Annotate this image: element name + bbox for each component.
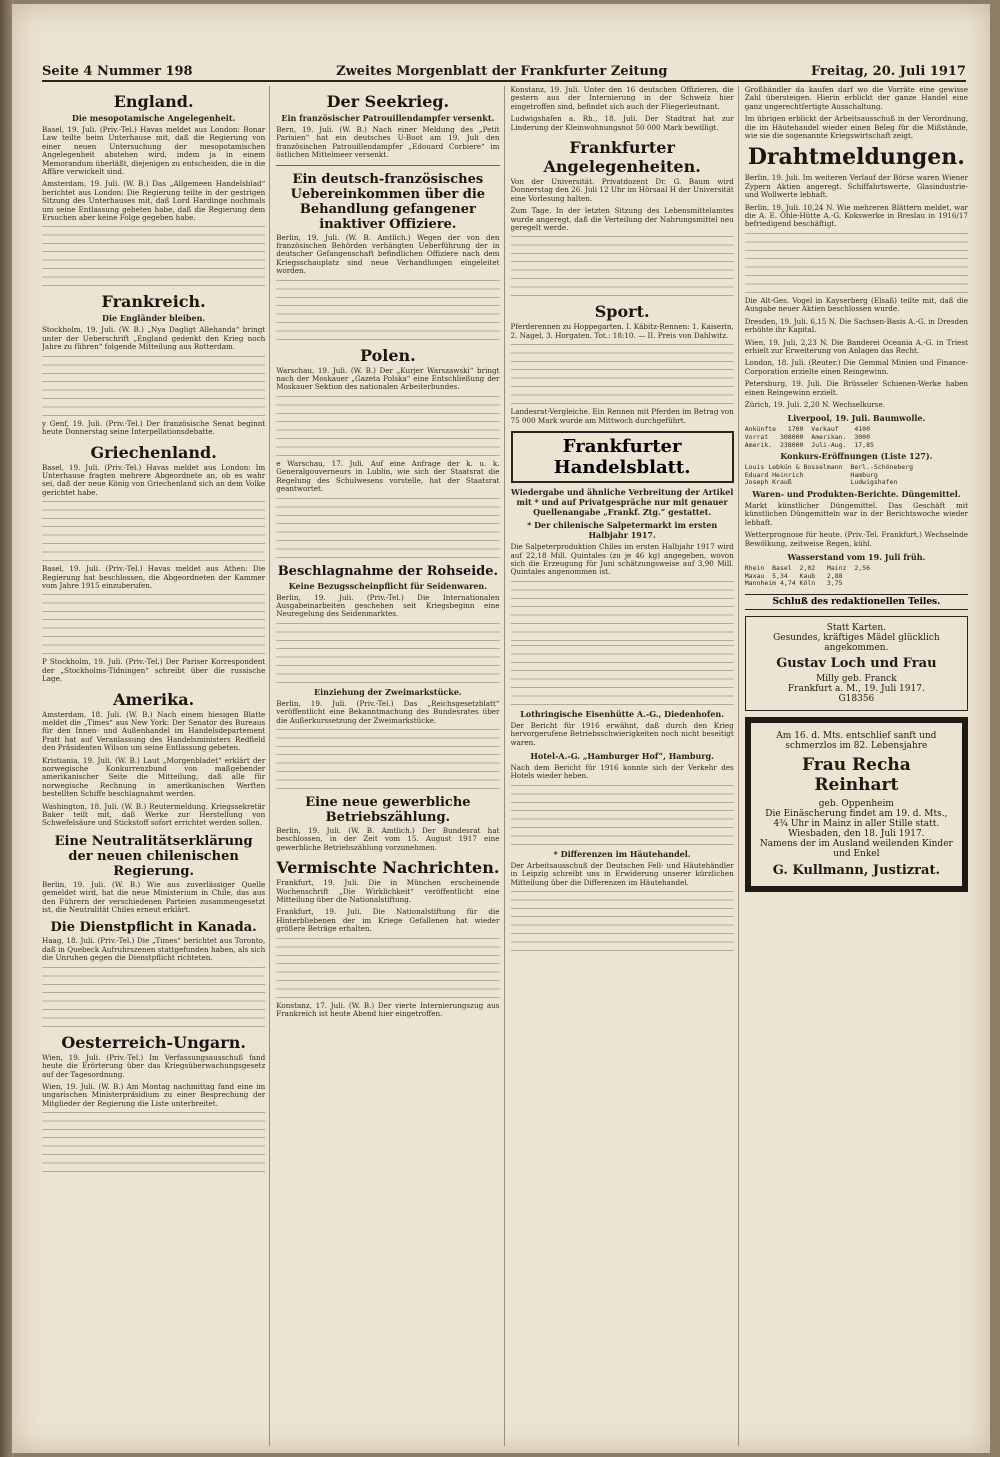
article-text: Nach dem Bericht für 1916 konnte sich der Verkehr des Hotels wieder heben. xyxy=(510,762,734,781)
text-lines xyxy=(511,785,734,845)
heading-rohseide: Beschlagnahme der Rohseide. xyxy=(277,563,499,579)
text-lines xyxy=(276,498,499,558)
article-text: Berlin, 19. Juli. (W. B. Amtlich.) Wegen der von den französischen Behörden verhängten Ueberführung der in deutscher Gefangenschaft befindlichen Offiziere nach dem Kriegsschauplatz sind neue Verhandlungen eingeleitet worden. xyxy=(276,232,500,276)
heading-liverpool: Liverpool, 19. Juli. Baumwolle. xyxy=(787,413,926,424)
article-text: Warschau, 19. Juli. (W. B.) Der „Kurjer Warszawski“ bringt nach der Moskauer „Gazeta Polska“ eine Entschließung der Moskauer Sektion des nationalen Arbeiterbundes. xyxy=(276,365,500,392)
text-lines xyxy=(42,356,265,416)
text-lines xyxy=(42,967,265,1027)
banner-subtitle: Wiedergabe und ähnliche Verbreitung der Artikel mit * und auf Privatgespräche nur mit genauer Quellenangabe „Frankf. Ztg.“ gestattet. xyxy=(510,487,734,518)
article-text: Pferderennen zu Hoppegarten. I. Käbitz-Rennen: 1. Kaiserin, 2. Nagel, 3. Horgaten. Tot.: 18:10. — II. Preis von Dahlwitz. xyxy=(510,322,734,340)
article-text: y Genf, 19. Juli. (Priv.-Tel.) Der französische Senat beginnt heute Donnerstag seine Interpellationsdebatte. xyxy=(42,418,266,437)
article-text: P Stockholm, 19. Juli. (Priv.-Tel.) Der Pariser Korrespondent der „Stockholms-Tidningen“ schreibt über die russische Lage. xyxy=(42,657,266,684)
article-text: Basel, 19. Juli. (Priv.-Tel.) Havas meldet aus London: Bonar Law teilte beim Unterhause mit, daß die Regierung von einer neuen Untersuchung der mesopotamischen Angelegenheit abstehen wird, indem ja in einem Memorandum überläßt, diejenigen zu entscheiden, die in die Affäre verwickelt sind. xyxy=(42,125,266,177)
birth-announcement xyxy=(745,616,968,711)
text-lines xyxy=(511,645,734,705)
article-text: Bern, 19. Juli. (W. B.) Nach einer Meldung des „Petit Parisien“ hat ein deutsches U-Boot am 19. Juli den französischen Patrouillendampfer „Edouard Corbiere“ im östlichen Mittelmeer versenkt. xyxy=(276,125,500,160)
article-text: Von der Universität. Privatdozent Dr. G. Baum wird Donnerstag den 26. Juli 12 Uhr im Hörsaal H der Universität eine Vorlesung halten. xyxy=(510,177,734,203)
text-lines xyxy=(511,581,734,641)
article-text: Dresden, 19. Juli. 6,15 N. Die Sachsen-Basis A.-G. in Dresden erhöhte ihr Kapital. xyxy=(744,316,968,335)
article-text: Frankfurt, 19. Juli. Die Nationalstiftung für die Hinterbliebenen der im Kriege Gefallenen hat wieder größere Beträge erhalten. xyxy=(276,907,500,934)
obituary-line: Die Einäscherung findet am 19. d. Mts., 4¾ Uhr in Mainz in aller Stille statt. xyxy=(765,808,948,829)
article-text: Berlin, 19. Juli. (Priv.-Tel.) Das „Reichsgesetzblatt“ veröffentlicht eine Bekanntmachung des Bundesrates über die Außerkurssetzung der Zweimarkstücke. xyxy=(276,698,500,725)
heading-seekrieg: Der Seekrieg. xyxy=(326,92,450,111)
ad-line: Frankfurt a. M., 19. Juli 1917. xyxy=(787,683,925,694)
handelsblatt-banner: Frankfurter Handelsblatt. xyxy=(511,431,734,483)
text-lines xyxy=(276,623,499,683)
text-lines xyxy=(745,233,968,293)
editorial-end-bar: Schluß des redaktionellen Teiles. xyxy=(745,594,968,610)
masthead xyxy=(42,62,966,82)
article-text: Wien, 19. Juli. (W. B.) Am Montag nachmittag fand eine im ungarischen Ministerpräsidium zu einer Besprechung der Mitglieder der Regierung die Liste unterbreitet. xyxy=(42,1081,266,1108)
text-lines xyxy=(511,236,734,296)
subheading: Ein französischer Patrouillendampfer versenkt. xyxy=(281,113,495,123)
column-4 xyxy=(745,86,972,1446)
text-lines xyxy=(42,501,265,561)
ad-line: Statt Karten. xyxy=(826,622,886,633)
heading-drahtmeldungen: Drahtmeldungen. xyxy=(747,144,965,171)
article-text: Berlin, 19. Juli. (Priv.-Tel.) Die Internationalen Ausgabeinarbeiten geschehen seit Kriegsbeginn eine Neuregelung des Seidenmarktes. xyxy=(276,592,500,619)
ad-line: Gesundes, kräftiges Mädel glücklich angekommen. xyxy=(773,632,940,653)
article-text: Amsterdam, 18. Juli. (W. B.) Nach einem hiesigen Blatte meldet die „Times“ aus New York: Der Senator des Bureaus für den Innen- und Außenhandel im Handelsdepartement Pratt hat auf Veranlassung des Handelsministers Redfield den Präsidenten Wilson um seine Entlassung gebeten. xyxy=(42,709,266,753)
heading-haeutehandel: * Differenzen im Häutehandel. xyxy=(553,848,691,859)
article-text: Basel, 19. Juli. (Priv.-Tel.) Havas meldet aus Athen: Die Regierung hat beschlossen, die Abgeordneten der Kammer vom Jahre 1915 einzuberufen. xyxy=(42,564,266,590)
subheading-zweimark: Einziehung der Zweimarkstücke. xyxy=(314,686,462,697)
divider xyxy=(276,165,499,166)
article-text: Berlin, 19. Juli. (W. B. Amtlich.) Der Bundesrat hat beschlossen, in der Zeit vom 15. August 1917 eine gewerbliche Betriebszählung vorzunehmen. xyxy=(276,825,500,852)
article-text: Großhändler da kaufen darf wo die Vorräte eine gewisse Zahl übersteigen. Hierin erblickt der ganze Handel eine ganz ungerechtfertigte Ausschaltung. xyxy=(744,86,968,111)
text-lines xyxy=(42,226,265,286)
article-text: Kristiania, 19. Juli. (W. B.) Laut „Morgenbladet“ erklärt der norwegische Konkurrenzbund von maßgebender amerikanischer Seite die Mitteilung, daß alle für norwegische Rechnung in amerikanischen Werften bestellten Schiffe beschlagnahmt werden. xyxy=(42,755,266,799)
column-2 xyxy=(276,86,504,1446)
article-text: Frankfurt, 19. Juli. Die in München erscheinende Wochenschrift „Die Wirklichkeit“ veröffentlicht eine Mitteilung über die Nationalstiftung. xyxy=(276,878,500,904)
text-lines xyxy=(276,729,499,789)
heading-sport: Sport. xyxy=(594,302,650,322)
heading-griechenland: Griechenland. xyxy=(90,442,217,462)
heading-hotel: Hotel-A.-G. „Hamburger Hof“, Hamburg. xyxy=(530,750,714,761)
article-text: Wien, 19. Juli. (Priv.-Tel.) Im Verfassungsausschuß fand heute die Erörterung über das Kriegsüberwachungsgesetz auf der Tagesordnung. xyxy=(42,1052,266,1079)
obituary-line: Namens der im Ausland weilenden Kinder und Enkel xyxy=(759,838,953,859)
heading-frankfurter: Frankfurter Angelegenheiten. xyxy=(543,138,701,177)
article-text: Die Alt-Ges. Vogel in Kayserberg (Elsaß) teilte mit, daß die Ausgabe neuer Aktien beschlossen wurde. xyxy=(744,295,968,314)
columns xyxy=(42,86,972,1446)
text-lines xyxy=(276,396,499,456)
article-text: Zürich, 19. Juli. 2,20 N. Wechselkurse. xyxy=(744,399,886,409)
masthead-title: Zweites Morgenblatt der Frankfurter Zeitung xyxy=(336,63,668,79)
heading-betriebszaehlung: Eine neue gewerbliche Betriebszählung. xyxy=(305,794,471,825)
heading-offiziere: Ein deutsch-französisches Uebereinkommen über die Behandlung gefangener inaktiver Offiziere. xyxy=(290,171,486,232)
heading-england: England. xyxy=(113,92,194,111)
heading-wasserstand: Wasserstand vom 19. Juli früh. xyxy=(787,551,926,562)
heading-salpeter: * Der chilenische Salpetermarkt im ersten Halbjahr 1917. xyxy=(527,520,718,541)
text-lines xyxy=(42,594,265,654)
ad-code: G18356 xyxy=(838,693,875,704)
heading-kanada: Die Dienstpflicht in Kanada. xyxy=(50,920,257,936)
subheading: Die Engländer bleiben. xyxy=(102,313,206,324)
heading-chile: Eine Neutralitätserklärung der neuen chilenischen Regierung. xyxy=(54,833,253,879)
obituary-line: Am 16. d. Mts. entschlief sanft und schmerzlos im 82. Lebensjahre xyxy=(776,730,937,751)
column-3 xyxy=(511,86,739,1446)
text-lines xyxy=(276,938,499,998)
article-text: Haag, 18. Juli. (Priv.-Tel.) Die „Times“ berichtet aus Toronto, daß in Quebeck Aufruhrszenen stattgefunden haben, als sich die Unruhen gegen die Dienstpflicht richteten. xyxy=(42,936,266,963)
obituary-signer: G. Kullmann, Justizrat. xyxy=(772,862,940,878)
article-text: e Warschau, 17. Juli. Auf eine Anfrage der k. u. k. Generalgouverneurs in Lublin, wie sich der Staatsrat die Regelung des Schulwesens vorstelle, hat der Staatsrat geantwortet. xyxy=(276,458,500,494)
article-text: Berlin, 19. Juli. Im weiteren Verlauf der Börse waren Wiener Zypern Aktien angeregt. Schiffahrtswerte, Glasindustrie- und Wollwerte lebhaft. xyxy=(744,173,968,200)
article-text: Petersburg, 19. Juli. Die Brüsseler Schienen-Werke haben einen Reingewinn erzielt. xyxy=(744,379,968,397)
article-text: London, 18. Juli. (Reuter.) Die Gemmal Minien und Finance-Corporation erzielte einen Reingewinn. xyxy=(744,358,968,376)
heading-polen: Polen. xyxy=(360,345,416,365)
konkurs-table: Louis Lebkün & Bosselmann Berl.-Schöneberg Eduard Heinrich Hamburg Joseph Krauß Ludwigshafen xyxy=(744,463,914,487)
masthead-date: Freitag, 20. Juli 1917 xyxy=(811,63,966,79)
article-text: Markt künstlicher Düngemittel. Das Geschäft mit künstlichen Düngemitteln war in der Berichtswoche wieder lebhaft. xyxy=(744,500,968,527)
article-text: Landesrat-Vergleiche. Ein Rennen mit Pferden im Betrag von 75 000 Mark wurde am Mittwoch durchgeführt. xyxy=(510,407,734,425)
heading-amerika: Amerika. xyxy=(113,689,195,709)
obituary-line: Wiesbaden, den 18. Juli 1917. xyxy=(788,828,925,839)
article-text: Konstanz, 19. Juli. Unter den 16 deutschen Offizieren, die gestern aus der Internierung in der Schweiz hier eingetroffen sind, befindet sich auch der Fliegerleutnant. xyxy=(510,86,734,111)
article-text: Basel, 19. Juli. (Priv.-Tel.) Havas meldet aus London: Im Unterhause fragten mehrere Abgeordnete an, ob es wahr sei, daß der neue König von Griechenland sich an dem Volke gerichtet habe. xyxy=(42,462,266,497)
subheading: Die mesopotamische Angelegenheit. xyxy=(71,113,236,123)
heading-vermischte: Vermischte Nachrichten. xyxy=(276,858,500,878)
cotton-table: Ankünfte 1700 Verkauf 4100 Vorrat 308000 Amerikan. 3000 Amerik. 238000 Juli-Aug. 17,85 xyxy=(744,425,874,449)
article-text: Der Arbeitsausschuß der Deutschen Fell- und Häutehändler in Leipzig schreibt uns in Erwiderung unserer kürzlichen Mitteilung über die Differenzen im Häutehandel. xyxy=(510,860,734,887)
article-text: Wien, 19. Juli, 2,23 N. Die Banderei Oceania A.-G. in Triest erhielt zur Erweiterung von Anlagen das Recht. xyxy=(744,337,968,355)
text-lines xyxy=(511,891,734,951)
article-text: Ludwigshafen a. Rh., 18. Juli. Der Stadtrat hat zur Linderung der Kleinwohnungsnot 50 000 Mark bewilligt. xyxy=(510,114,734,132)
ad-line: Milly geb. Franck xyxy=(816,673,897,684)
obituary-line: geb. Oppenheim xyxy=(818,798,894,809)
text-lines xyxy=(42,1112,265,1172)
ad-name: Gustav Loch und Frau xyxy=(776,655,937,671)
heading-konkurs: Konkurs-Eröffnungen (Liste 127). xyxy=(780,451,933,462)
article-text: Amsterdam, 19. Juli. (W. B.) Das „Allgemeen Handelsblad“ berichtet aus London: Die Regierung teilte in der gestrigen Sitzung des Unterhauses mit, daß Lord Hardinge nochmals um seine Entlassung gebeten habe, daß die Regierung dem Ersuchen aber keine Folge gegeben habe. xyxy=(42,179,266,223)
masthead-page-number: Seite 4 Nummer 198 xyxy=(42,63,193,79)
article-text: Zum Tage. In der letzten Sitzung des Lebensmittelamtes wurde angeregt, daß die Verteilung der Nahrungsmittel neu geregelt werde. xyxy=(510,206,734,233)
heading-oesterreich: Oesterreich-Ungarn. xyxy=(61,1032,246,1052)
heading-waren: Waren- und Produkten-Berichte. Düngemittel. xyxy=(752,488,961,499)
heading-frankreich: Frankreich. xyxy=(101,292,206,312)
column-1 xyxy=(42,86,270,1446)
article-text: Der Bericht für 1916 erwähnt, daß durch den Krieg hervorgerufene Betriebsschwierigkeiten noch nicht beseitigt waren. xyxy=(510,720,734,747)
article-text: Berlin, 19. Juli. (W. B.) Wie aus zuverlässiger Quelle gemeldet wird, hat die neue Ministerium in Chile, das aus den Führern der verschiedenen Parteien zusammengesetzt ist, die Neutralität Chiles erneut erklärt. xyxy=(42,879,266,915)
article-text: Stockholm, 19. Juli. (W. B.) „Nya Dagligt Allehanda“ bringt unter der Ueberschrift „England gedenkt den Krieg noch Jahre zu führen“ folgende Mitteilung aus Rotterdam. xyxy=(42,325,266,352)
newspaper-page xyxy=(12,4,990,1453)
article-text: Im übrigen erblickt der Arbeitsausschuß in der Verordnung, die im Häutehandel wieder einen Beleg für die Mißstände, wie sie die sogenannte Kriegswirtschaft zeigt. xyxy=(744,114,968,141)
article-text: Wetterprognose für heute. (Priv.-Tel. Frankfurt.) Wechselnde Bewölkung, zeitweise Regen, kühl. xyxy=(744,530,968,548)
obituary xyxy=(745,717,968,892)
subheading: Keine Bezugsscheinpflicht für Seidenwaren. xyxy=(288,580,488,591)
text-lines xyxy=(276,280,499,340)
water-table: Rhein Basel 2,02 Mainz 2,56 Maxau 5,34 Kaub 2,88 Mannheim 4,74 Köln 3,75 xyxy=(744,563,870,588)
article-text: Konstanz, 17. Juli. (W. B.) Der vierte Internierungszug aus Frankreich ist heute Abend hier eingetroffen. xyxy=(276,1000,500,1018)
article-text: Die Salpeterproduktion Chiles im ersten Halbjahr 1917 wird auf 22,18 Mill. Quintales (zu je 46 kg) angegeben, wovon sich die Erzeugung für Juni schätzungsweise auf 3,90 Mill. Quintales angenommen ist. xyxy=(510,542,734,577)
text-lines xyxy=(511,344,734,404)
obituary-name: Frau Recha Reinhart xyxy=(802,754,911,795)
article-text: Washington, 18. Juli. (W. B.) Reutermeldung. Kriegssekretär Baker teilt mit, daß Werke zur Herstellung von Schwefelsäure und Stickstoff sofort errichtet werden sollen. xyxy=(42,801,266,828)
article-text: Berlin, 19. Juli. 10,24 N. Wie mehreren Blättern meldet, war die A. E. Öhle-Hütte A.-G. Kokswerke in Breslau in 1916/17 befriedigend beschäftigt. xyxy=(744,202,968,229)
heading-lothringische: Lothringische Eisenhütte A.-G., Diedenhofen. xyxy=(520,708,724,719)
